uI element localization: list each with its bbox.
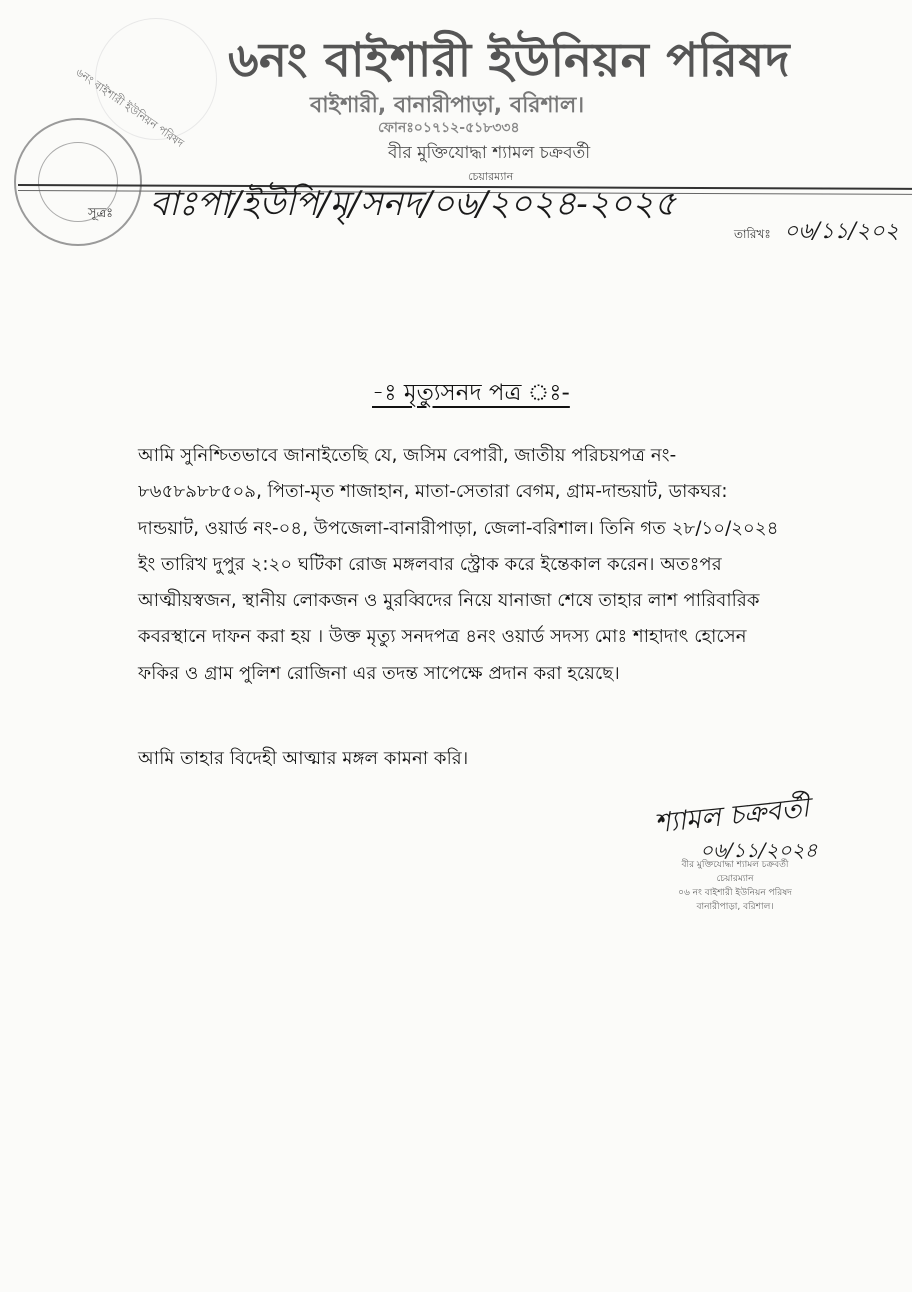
body-line: ইং তারিখ দুপুর ২:২০ ঘটিকা রোজ মঙ্গলবার স্ট্রোক করে ইন্তেকাল করেন। অতঃপর [138, 553, 722, 575]
date-value: ০৬/১১/২০২ [784, 219, 899, 244]
body-line: দান্ডয়াট, ওয়ার্ড নং-০৪, উপজেলা-বানারীপাড়া, জেলা-বরিশাল। তিনি গত ২৮/১০/২০২৪ [138, 517, 779, 539]
chairman-role: চেয়ারম্যান [468, 170, 514, 183]
signatory-stamp [640, 858, 830, 914]
body-line: ৮৬৫৮৯৮৮৫০৯, পিতা-মৃত শাজাহান, মাতা-সেতারা বেগম, গ্রাম-দান্ডয়াট, ডাকঘর: [138, 481, 728, 503]
certificate-body [138, 438, 818, 692]
union-council-seal [14, 118, 142, 246]
chairman-name: বীর মুক্তিযোদ্ধা শ্যামল চক্রবর্তী [388, 143, 591, 163]
reference-label: সূত্রঃ [88, 206, 114, 221]
reference-number: বাঃপা/ইউপি/মৃ/সনদ/০৬/২০২৪-২০২৫ [150, 184, 677, 224]
seal-arc-text: ৬নং বাইশারী ইউনিয়ন পরিষদ [73, 65, 187, 150]
stamp-line: বীর মুক্তিযোদ্ধা শ্যামল চক্রবর্তী [681, 860, 789, 870]
date-label: তারিখঃ [734, 227, 771, 241]
closing-wish: আমি তাহার বিদেহী আত্মার মঙ্গল কামনা করি। [138, 748, 469, 769]
document-title: -ঃ মৃত্যুসনদ পত্র ঃ- [372, 380, 570, 406]
signature-date: ০৬/১১/২০২৪ [700, 838, 818, 862]
stamp-line: বানারীপাড়া, বরিশাল। [696, 902, 774, 912]
body-line: কবরস্থানে দাফন করা হয় । উক্ত মৃত্যু সনদপত্র ৪নং ওয়ার্ড সদস্য মোঃ শাহাদাৎ হোসেন [138, 626, 747, 648]
letterhead-address: বাইশারী, বানারীপাড়া, বরিশাল। [310, 93, 585, 118]
body-line: আমি সুনিশ্চিতভাবে জানাইতেছি যে, জসিম বেপারী, জাতীয় পরিচয়পত্র নং- [138, 445, 677, 466]
body-line: ফকির ও গ্রাম পুলিশ রোজিনা এর তদন্ত সাপেক্ষে প্রদান করা হয়েছে। [138, 662, 620, 684]
letterhead-phone: ফোনঃ০১৭১২-৫১৮৩৩৪ [378, 120, 520, 136]
body-line: আত্মীয়স্বজন, স্থানীয় লোকজন ও মুরব্বিদের নিয়ে যানাজা শেষে তাহার লাশ পারিবারিক [138, 590, 760, 612]
stamp-line: ০৬ নং বাইশারী ইউনিয়ন পরিষদ [678, 888, 792, 898]
stamp-line: চেয়ারম্যান [716, 874, 754, 884]
letterhead-title: ৬নং বাইশারী ইউনিয়ন পরিষদ [228, 33, 791, 88]
handwritten-signature: শ্যামল চক্রবর্তী [652, 792, 811, 840]
